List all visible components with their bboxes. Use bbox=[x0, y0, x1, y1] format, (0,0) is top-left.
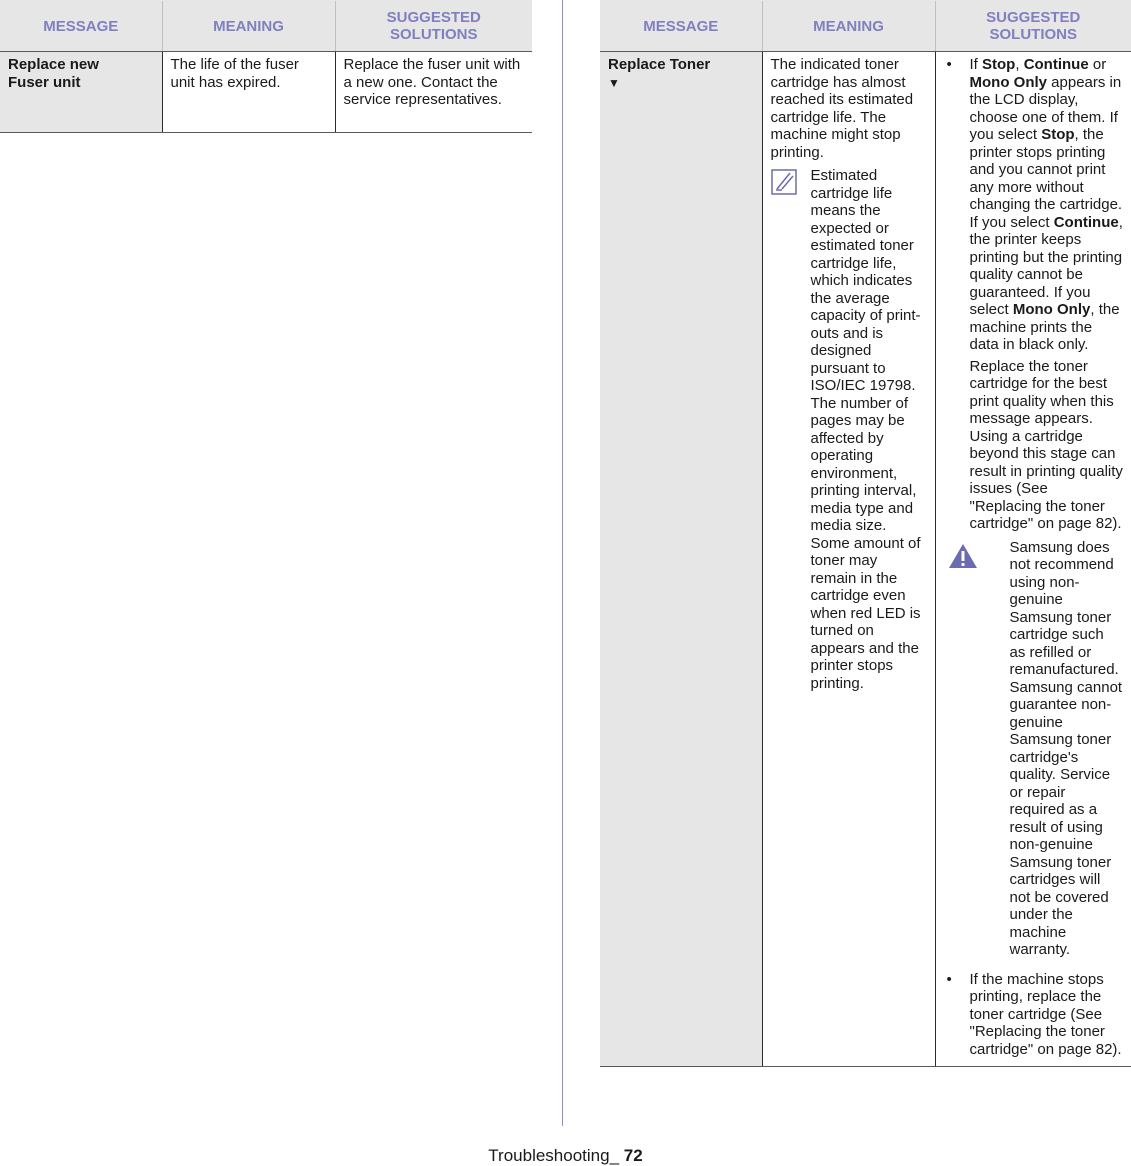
header-solutions-line1: SUGGESTED bbox=[386, 9, 481, 26]
solution-cell: Replace the fuser unit with a new one. Contact the service representatives. bbox=[335, 52, 532, 133]
table-header-row bbox=[600, 1, 1131, 52]
warning-text: Samsung does not recommend using non-genuine Samsung toner cartridge such as refilled or remanufactured. Samsung cannot guarantee non-genuine Samsung toner cartridge's quality. Service or repair required as a result of using non-genuine Samsung toner cartridges will not be covered under the machine warranty. bbox=[1009, 538, 1123, 958]
text-run: If bbox=[969, 56, 983, 73]
meaning-text: The indicated toner cartridge has almost reached its estimated cartridge life. The machine might stop printing. bbox=[770, 56, 914, 161]
option-stop: Stop bbox=[982, 56, 1016, 73]
header-message: MESSAGE bbox=[600, 1, 762, 52]
meaning-cell: The life of the fuser unit has expired. bbox=[162, 52, 335, 133]
page-number: 72 bbox=[623, 1146, 643, 1165]
bullet-dot: • bbox=[946, 56, 952, 73]
note-block bbox=[771, 167, 927, 692]
solution-paragraph: Replace the toner cartridge for the best print quality when this message appears. Using a cartridge beyond this stage can result in printing quality issues (See "Replacing the toner cartridge" on page 82). bbox=[969, 357, 1123, 532]
table-row bbox=[0, 52, 532, 133]
text-run: , the machine prints the data in black only. bbox=[969, 301, 1120, 353]
caution-triangle-icon bbox=[944, 539, 1010, 959]
message-table-left bbox=[0, 0, 532, 133]
option-stop: Stop bbox=[1041, 126, 1075, 143]
header-meaning: MEANING bbox=[762, 1, 935, 52]
message-line1: Replace new bbox=[8, 56, 99, 73]
bullet-dot: • bbox=[946, 970, 952, 988]
page-footer bbox=[0, 1146, 1131, 1166]
header-message: MESSAGE bbox=[0, 1, 162, 52]
text-run: , the printer stops printing and you cannot print any more without changing the cartridge. If you select bbox=[969, 126, 1123, 231]
message-table-right bbox=[600, 0, 1131, 1067]
header-meaning: MEANING bbox=[162, 1, 335, 52]
header-solutions-line2: SOLUTIONS bbox=[389, 26, 478, 43]
table-row bbox=[600, 52, 1131, 1067]
warning-block bbox=[944, 539, 1124, 959]
text-run: or bbox=[1088, 56, 1107, 73]
option-continue: Continue bbox=[1053, 213, 1119, 231]
option-mono-only: Mono Only bbox=[969, 73, 1047, 91]
bullet-1-text bbox=[970, 56, 1124, 354]
footer-section: Troubleshooting_ bbox=[488, 1146, 624, 1165]
solution-bullet-1 bbox=[944, 56, 1124, 354]
column-divider bbox=[562, 0, 563, 1126]
text-run: , the printer keeps printing but the printing quality cannot be guaranteed. If you select bbox=[969, 213, 1123, 318]
header-solutions-line2: SOLUTIONS bbox=[989, 26, 1077, 43]
header-solutions bbox=[935, 1, 1131, 52]
solution-cell bbox=[935, 52, 1131, 1067]
table-header-row bbox=[0, 1, 532, 52]
arrow-down-icon: ▼ bbox=[608, 75, 620, 90]
text-run: appears in the LCD display, choose one of them. If you select bbox=[969, 73, 1122, 143]
meaning-cell bbox=[762, 52, 935, 1067]
solution-bullet-2 bbox=[944, 971, 1124, 1059]
header-solutions bbox=[335, 1, 532, 52]
message-cell bbox=[600, 52, 762, 1067]
message-text: Replace Toner bbox=[608, 56, 711, 73]
note-pencil-icon bbox=[771, 167, 811, 692]
header-solutions-line1: SUGGESTED bbox=[986, 9, 1081, 26]
message-cell bbox=[0, 52, 162, 133]
message-line2: Fuser unit bbox=[8, 73, 81, 91]
bullet-2-text: If the machine stops printing, replace the toner cartridge (See "Replacing the toner cartridge" on page 82). bbox=[969, 970, 1122, 1058]
note-text: Estimated cartridge life means the expected or estimated toner cartridge life, which indicates the average capacity of print-outs and is designed pursuant to ISO/IEC 19798. The number of pages may be affected by operating environment, printing interval, media type and media size. Some amount of toner may remain in the cartridge even when red LED is turned on appears and the printer stops printing. bbox=[810, 167, 921, 692]
text-run: , bbox=[1015, 56, 1024, 73]
option-continue: Continue bbox=[1023, 56, 1089, 73]
option-mono-only: Mono Only bbox=[1012, 301, 1091, 318]
